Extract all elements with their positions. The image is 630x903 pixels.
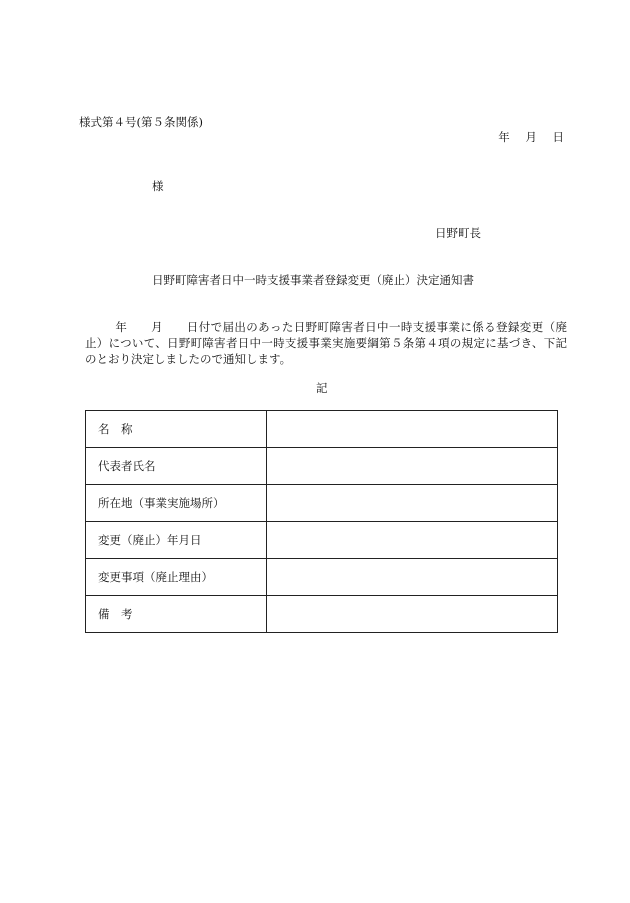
table-row [86, 485, 558, 522]
body-paragraph [85, 319, 567, 367]
row-value-address [267, 485, 558, 522]
row-label-change-items: 変更事項（廃止理由） [86, 559, 267, 596]
ki-label: 記 [316, 381, 328, 395]
row-value-change-date [267, 522, 558, 559]
document-title: 日野町障害者日中一時支援事業者登録変更（廃止）決定通知書 [152, 273, 474, 287]
issuer: 日野町長 [435, 226, 481, 240]
row-label-change-date: 変更（廃止）年月日 [86, 522, 267, 559]
table-row [86, 448, 558, 485]
date-day-label: 日 [552, 130, 564, 144]
form-number: 様式第４号(第５条関係) [79, 115, 203, 129]
row-label-representative: 代表者氏名 [86, 448, 267, 485]
row-value-name [267, 411, 558, 448]
table-row [86, 522, 558, 559]
addressee-suffix: 様 [152, 179, 164, 193]
date-month-label: 月 [525, 130, 537, 144]
table-row [86, 559, 558, 596]
row-label-address: 所在地（事業実施場所） [86, 485, 267, 522]
row-value-remarks [267, 596, 558, 633]
info-table [85, 410, 558, 633]
table-row [86, 411, 558, 448]
table-row [86, 596, 558, 633]
row-label-remarks: 備 考 [86, 596, 267, 633]
body-text: 日付で届出のあった日野町障害者日中一時支援事業に係る登録変更（廃止）について、日野町障害者日中一時支援事業実施要綱第５条第４項の規定に基づき、下記のとおり決定しましたので通知します。 [85, 320, 568, 366]
date-line [486, 129, 564, 145]
date-year-label: 年 [498, 130, 510, 144]
row-label-name: 名 称 [86, 411, 267, 448]
row-value-representative [267, 448, 558, 485]
body-year-label: 年 [115, 320, 128, 334]
body-month-label: 月 [151, 320, 163, 334]
row-value-change-items [267, 559, 558, 596]
